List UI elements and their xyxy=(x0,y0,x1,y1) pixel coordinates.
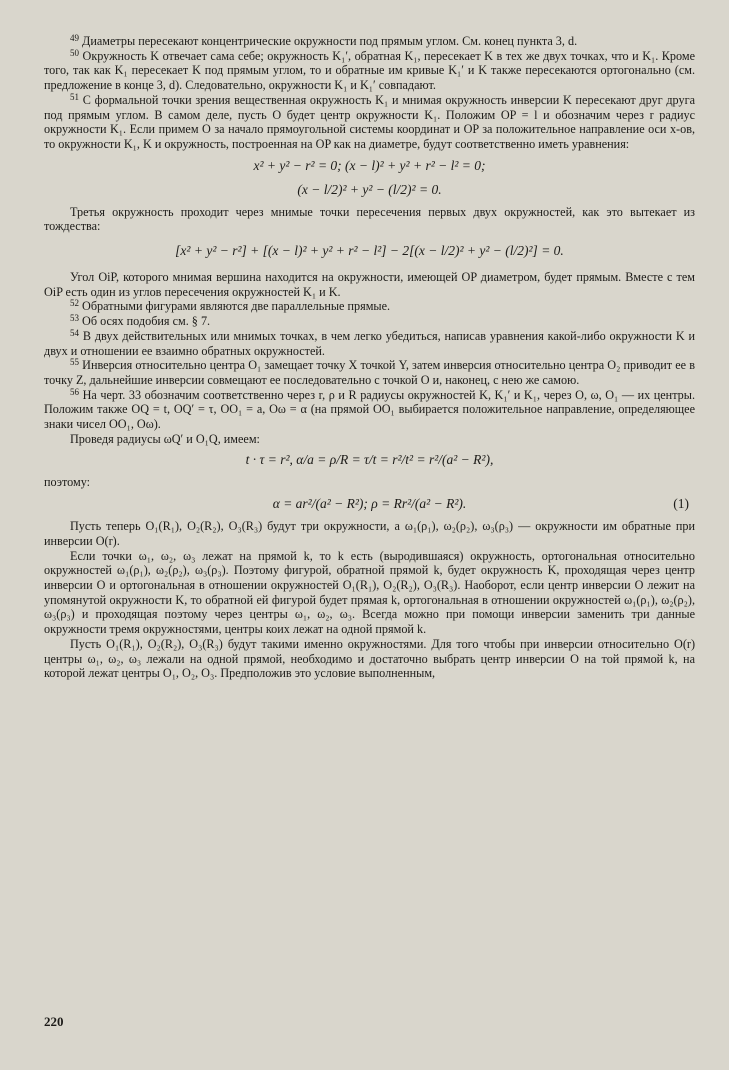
note-52 xyxy=(44,299,695,314)
formula-identity: [x² + y² − r²] + [(x − l)² + y² + r² − l²] − 2[(x − l/2)² + y² − (l/2)²] = 0. xyxy=(175,243,564,259)
footnote-number: 53 xyxy=(70,313,79,324)
footnote-number: 56 xyxy=(70,386,79,397)
note-text: Окружность K отвечает сама себе; окружность K₁′, обратная K₁, пересекает K в тех же двух точках, что и K₁. Кроме того, так как K₁ пересекает K под прямым углом, то и обратные им кривые K₁′ и K также пересекаются ортогонально (см. предложение в конце 3, d). Следовательно, окружности K₁ и K₁′ совпадают. xyxy=(44,48,696,93)
note-text: На черт. 33 обозначим соответственно через r, ρ и R радиусы окружностей K, K₁′ и K₁, через O, ω, O₁ — их центры. Положим также OQ = t, OQ′ = τ, OO₁ = a, Oω = α (на прямой OO₁ выбирается положительное направление, определяющее знаки чисел OO₁, Oω). xyxy=(44,387,696,432)
note-text: Обратными фигурами являются две параллельные прямые. xyxy=(82,299,391,314)
formula-alpha-rho xyxy=(44,495,695,513)
footnote-number: 51 xyxy=(70,91,79,102)
body-paragraph: Пусть O₁(R₁), O₂(R₂), O₃(R₃) будут такими именно окружностями. Для того чтобы при инверсии относительно O(r) центры ω₁, ω₂, ω₃ лежали на одной прямой, необходимо и достаточно выбрать центр инверсии O на той прямой k, на которой лежат центры O₁, O₂, O₃. Предположив это условие выполненным, xyxy=(44,636,695,681)
footnote-number: 49 xyxy=(70,33,79,43)
note-56-radii: Проведя радиусы ωQ′ и O₁Q, имеем: xyxy=(70,431,260,446)
note-50 xyxy=(44,49,695,93)
page-number: 220 xyxy=(44,1014,64,1030)
note-text: Об осях подобия см. § 7. xyxy=(82,314,211,329)
note-51-end: Угол OiP, которого мнимая вершина находится на окружности, имеющей OP диаметром, будет прямым. Вместе с тем OiP есть один из углов пересечения окружностей K₁ и K. xyxy=(44,270,695,299)
equation-number: (1) xyxy=(673,496,689,512)
footnote-number: 55 xyxy=(70,357,79,368)
formula-ratios: t · τ = r², α/a = ρ/R = τ/t = r²/t² = r²/(a² − R²), xyxy=(245,452,494,468)
footnote-number: 50 xyxy=(70,47,79,58)
formula-third-circle: (x − l/2)² + y² − (l/2)² = 0. xyxy=(297,181,442,197)
therefore-label: поэтому: xyxy=(44,475,91,490)
footnote-number: 54 xyxy=(70,327,79,338)
note-text: Диаметры пересекают концентрические окружности под прямым углом. См. конец пункта 3, d. xyxy=(82,34,578,48)
note-55 xyxy=(44,358,695,387)
note-text: С формальной точки зрения вещественная окружность K₁ и мнимая окружность инверсии K пересекают друг друга под прямым углом. В самом деле, пусть O будет центр окружности K₁. Положим OP = l и обозначим через r радиус окружности K₁. Если примем O за начало прямоугольной системы координат и OP за положительное направление оси x-ов, то окружности K₁, K и окружность, построенная на OP как на диаметре, будут соответственно иметь уравнения: xyxy=(44,92,695,151)
note-text: Инверсия относительно центра O₁ замещает точку X точкой Y, затем инверсия относительно центра O₂ приводит ее в точку Z, дальнейшие инверсии совмещают ее последовательно с точкой O и, наконец, с нею же самою. xyxy=(44,358,695,387)
note-56 xyxy=(44,388,695,432)
note-text: В двух действительных или мнимых точках, в чем легко убедиться, написав уравнения какой-либо окружности K и двух и отношении ее взаимно обратных окружностей. xyxy=(44,328,695,358)
note-54 xyxy=(44,329,695,358)
note-51 xyxy=(44,93,695,152)
body-paragraph: Если точки ω₁, ω₂, ω₃ лежат на прямой k, то k есть (выродившаяся) окружность, ортогональная относительно окружностей ω₁(ρ₁), ω₂(ρ₂), ω₃(ρ₃). Поэтому фигурой, обратной прямой k, будет окружность K, проходящая через центр инверсии O и ортогональная в отношении окружностей O₁(R₁), O₂(R₂), O₃(R₃). Наоборот, если центр инверсии O лежит на упомянутой окружности K, то обратной ей фигурой будет прямая k, ортогональная в отношении окружностей ω₁(ρ₁), ω₂(ρ₂), ω₃(ρ₃) и проходящая поэтому через центры ω₁, ω₂, ω₃. Всегда можно при помощи инверсии заменить три данные окружности тремя окружностями, центры коих лежат на одной прямой k. xyxy=(44,548,695,637)
note-51-continuation: Третья окружность проходит через мнимые точки пересечения первых двух окружностей, как это вытекает из тождества: xyxy=(44,204,695,234)
footnote-number: 52 xyxy=(70,298,79,309)
note-53 xyxy=(44,314,695,329)
formula-circle-equations: x² + y² − r² = 0; (x − l)² + y² + r² − l² = 0; xyxy=(253,157,486,173)
formula-text: α = ar²/(a² − R²); ρ = Rr²/(a² − R²). xyxy=(272,496,467,512)
body-paragraph: Пусть теперь O₁(R₁), O₂(R₂), O₃(R₃) будут три окружности, а ω₁(ρ₁), ω₂(ρ₂), ω₃(ρ₃) — окружности им обратные при инверсии O(r). xyxy=(44,519,695,548)
note-49 xyxy=(44,34,695,49)
